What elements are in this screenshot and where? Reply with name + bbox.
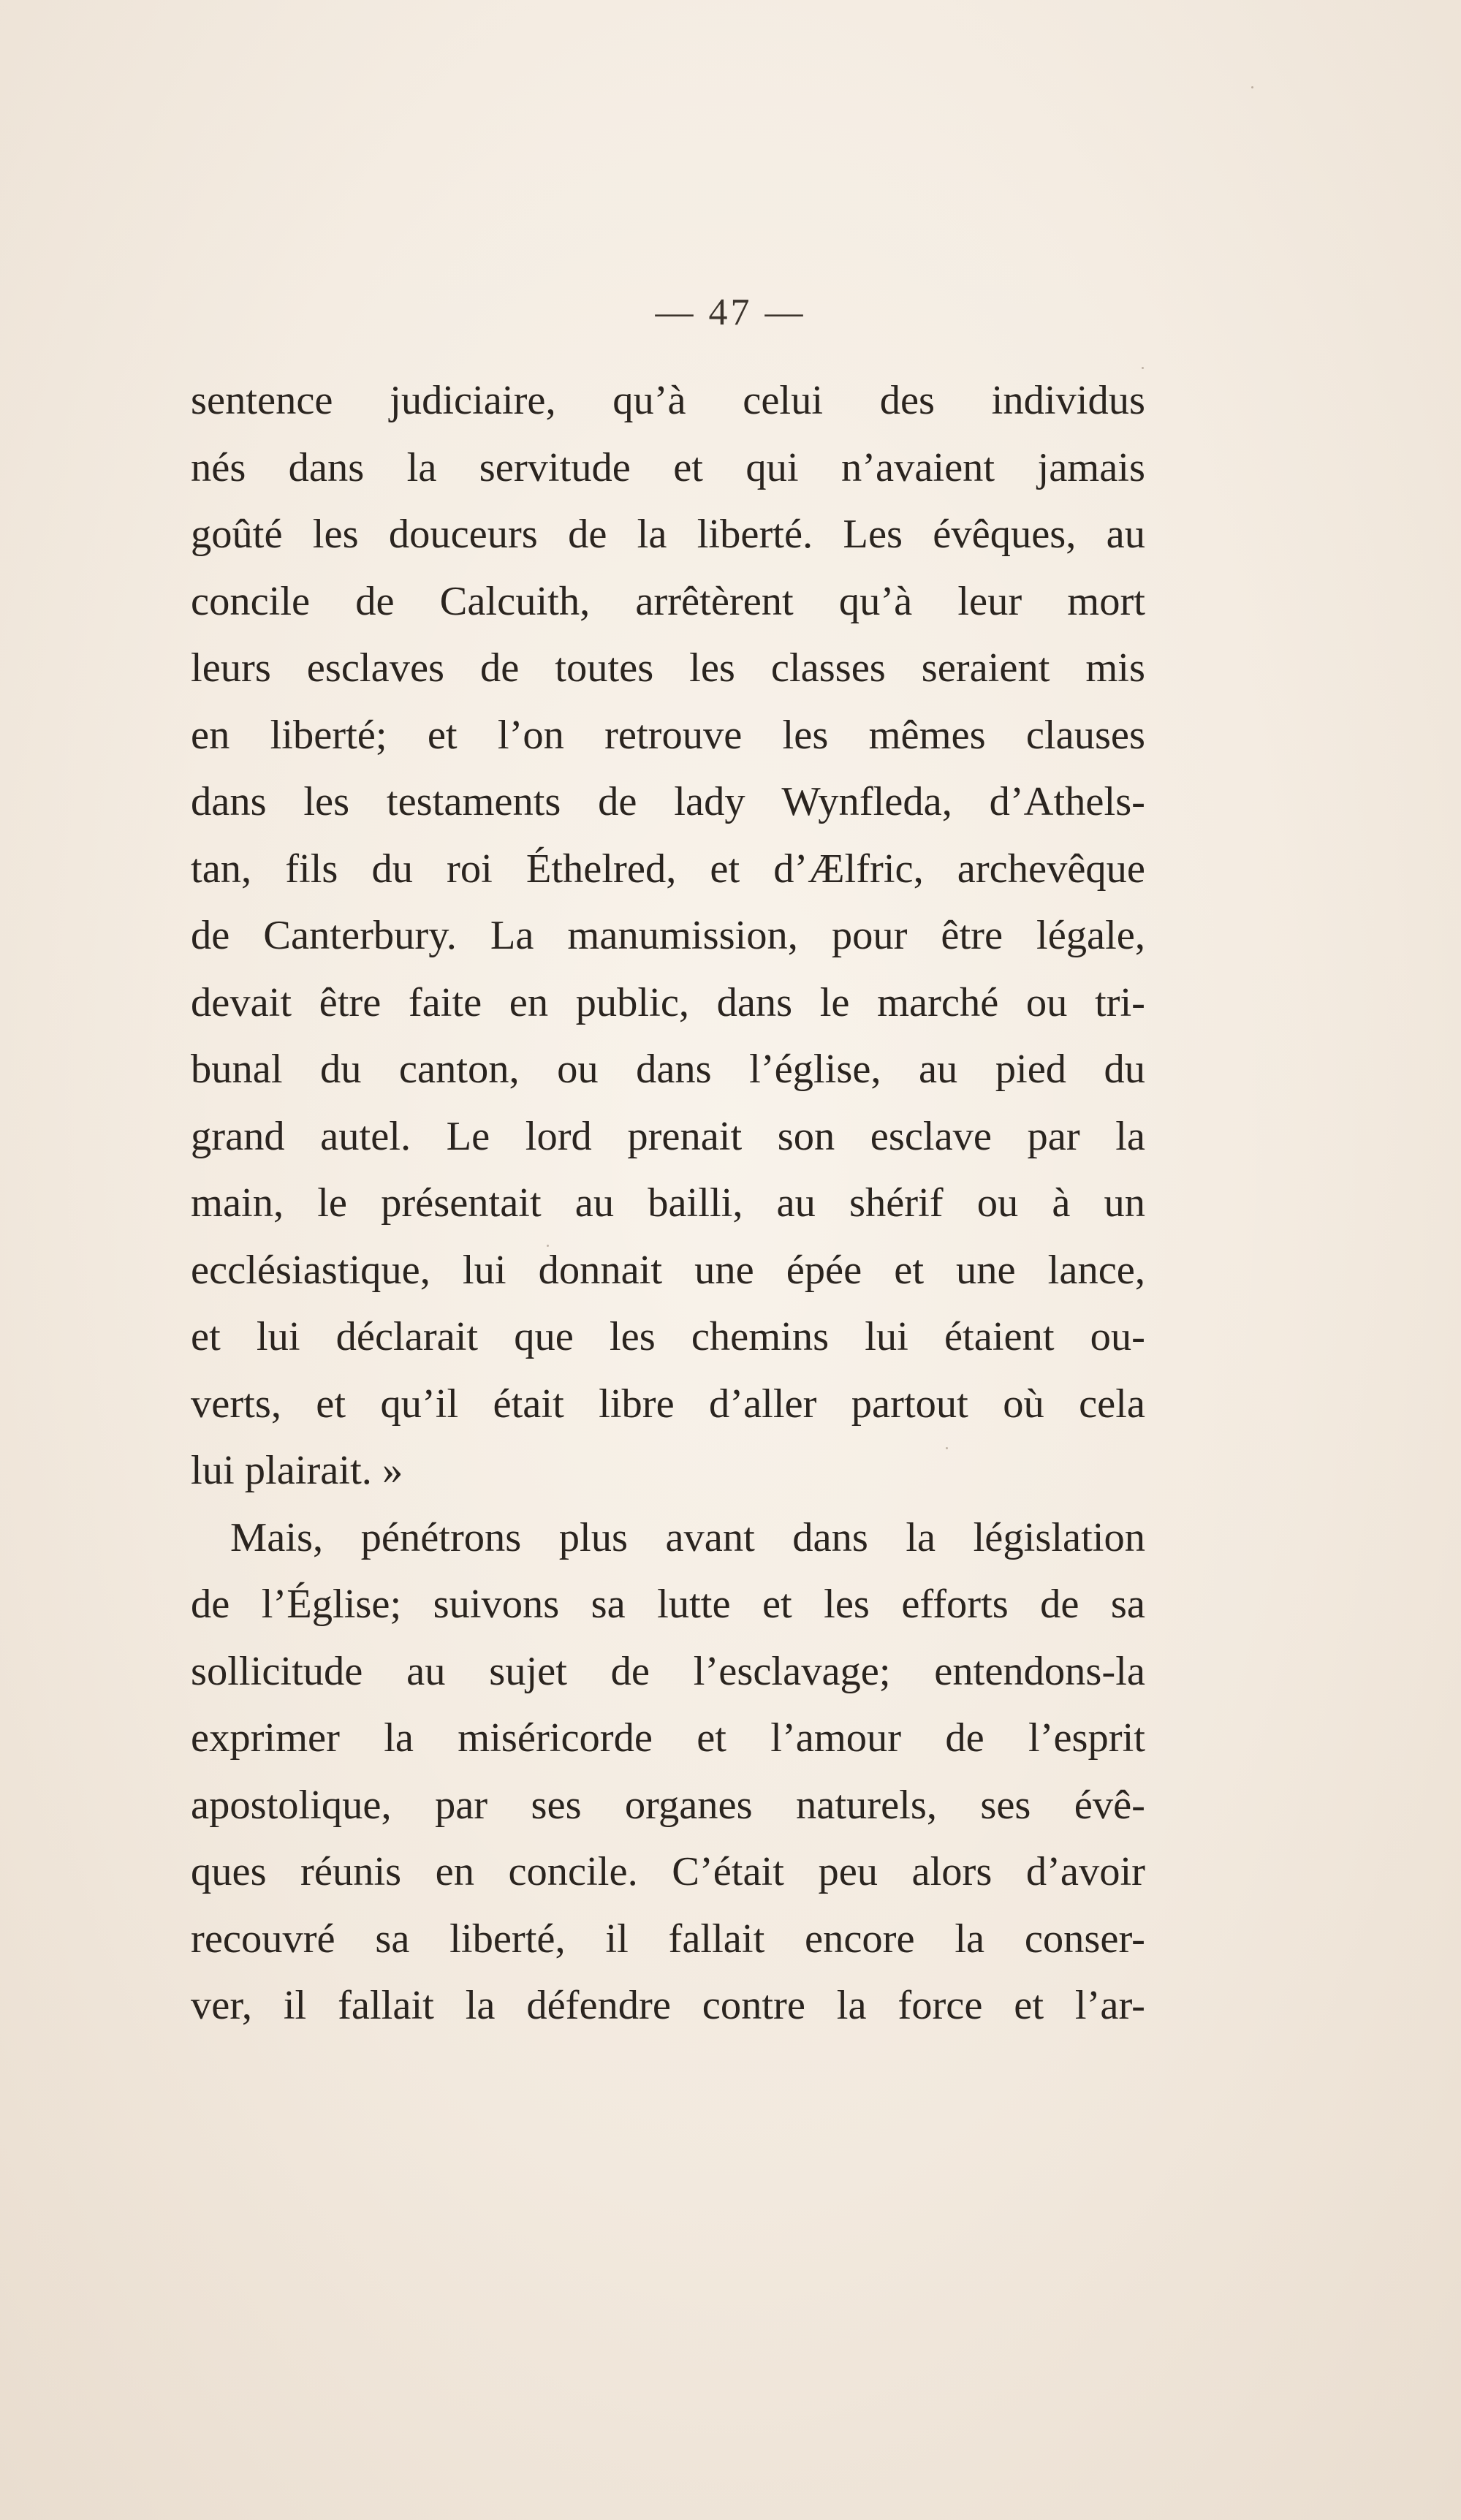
text-line: apostolique, par ses organes naturels, ses évê- [191, 1782, 1145, 1828]
text-line: devait être faite en public, dans le marché ou tri- [191, 979, 1145, 1025]
page-number: — 47 — [655, 292, 806, 333]
text-line: ques réunis en concile. C’était peu alors d’avoir [191, 1849, 1145, 1894]
text-line: sollicitude au sujet de l’esclavage; entendons-la [191, 1648, 1145, 1694]
text-line: grand autel. Le lord prenait son esclave par la [191, 1113, 1145, 1159]
text-line: leurs esclaves de toutes les classes seraient mis [191, 645, 1145, 691]
text-line: bunal du canton, ou dans l’église, au pied du [191, 1047, 1145, 1092]
text-line: de Canterbury. La manumission, pour être légale, [191, 913, 1145, 958]
text-line: dans les testaments de lady Wynfleda, d’Athels- [191, 779, 1145, 824]
paper-speck [946, 1447, 948, 1449]
text-line: main, le présentait au bailli, au shérif ou à un [191, 1180, 1145, 1226]
text-line: de l’Église; suivons sa lutte et les efforts de sa [191, 1582, 1145, 1627]
text-line: sentence judiciaire, qu’à celui des individus [191, 378, 1145, 423]
text-line: en liberté; et l’on retrouve les mêmes clauses [191, 712, 1145, 758]
paper-speck [1251, 86, 1253, 88]
text-line: concile de Calcuith, arrêtèrent qu’à leur mort [191, 578, 1145, 624]
text-line: verts, et qu’il était libre d’aller partout où cela [191, 1381, 1145, 1427]
paper-speck [547, 1245, 549, 1247]
text-line: recouvré sa liberté, il fallait encore la conser- [191, 1916, 1145, 1962]
text-line-paragraph-end: lui plairait. » [191, 1448, 403, 1493]
text-line: exprimer la miséricorde et l’amour de l’esprit [191, 1715, 1145, 1761]
text-line: goûté les douceurs de la liberté. Les évêques, au [191, 512, 1145, 557]
paper-speck [1142, 367, 1144, 369]
body-text [191, 368, 1145, 2040]
text-line: ecclésiastique, lui donnait une épée et une lance, [191, 1247, 1145, 1293]
text-line: ver, il fallait la défendre contre la force et l’ar- [191, 1983, 1145, 2028]
text-line: tan, fils du roi Éthelred, et d’Ælfric, archevêque [191, 846, 1145, 892]
text-line-paragraph-start: Mais, pénétrons plus avant dans la législation [230, 1514, 1145, 1560]
text-line: nés dans la servitude et qui n’avaient jamais [191, 444, 1145, 490]
text-line: et lui déclarait que les chemins lui étaient ou- [191, 1314, 1145, 1359]
